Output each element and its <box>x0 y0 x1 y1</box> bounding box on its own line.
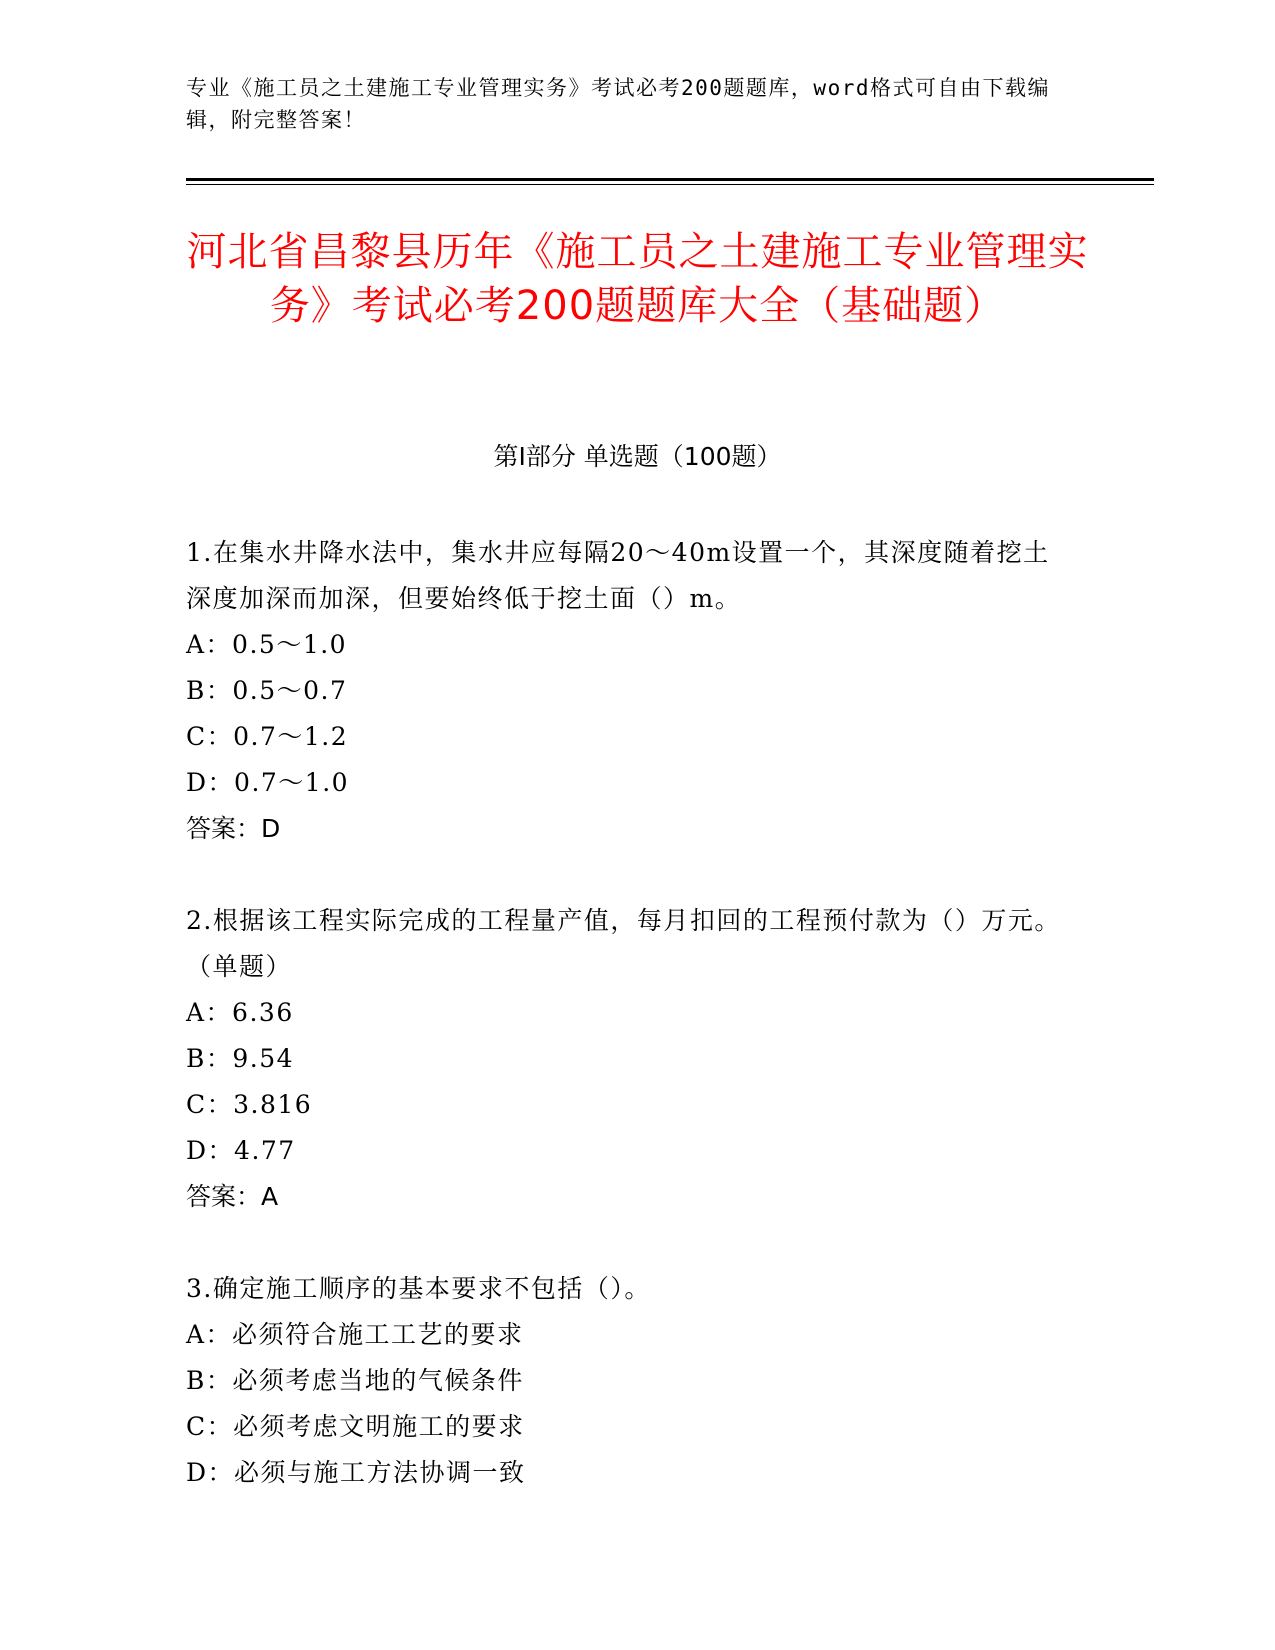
question-item <box>186 530 1066 852</box>
question-stem: 1.在集水井降水法中，集水井应每隔20～40m设置一个，其深度随着挖土深度加深而加深，但要始终低于挖土面（）m。 <box>186 538 1050 613</box>
answer-text: 答案：A <box>186 1182 279 1211</box>
option-c: C：必须考虑文明施工的要求 <box>186 1412 525 1441</box>
header-divider-thin <box>186 184 1154 185</box>
document-title: 河北省昌黎县历年《施工员之土建施工专业管理实务》考试必考200题题库大全（基础题） <box>186 229 1089 329</box>
header-note: 专业《施工员之土建施工专业管理实务》考试必考200题题库，word格式可自由下载编辑，附完整答案！ <box>186 76 1050 132</box>
question-list <box>186 530 1066 1542</box>
option-c: C：0.7～1.2 <box>186 722 349 751</box>
question-stem: 3.确定施工顺序的基本要求不包括（）。 <box>186 1274 651 1303</box>
question-item <box>186 1266 1066 1496</box>
option-c: C：3.816 <box>186 1090 313 1119</box>
option-b: B：必须考虑当地的气候条件 <box>186 1366 524 1395</box>
option-d: D：0.7～1.0 <box>186 768 350 797</box>
option-a: A：6.36 <box>186 998 294 1027</box>
option-d: D：4.77 <box>186 1136 296 1165</box>
question-item <box>186 898 1066 1220</box>
header-divider-thick <box>186 178 1154 181</box>
option-d: D：必须与施工方法协调一致 <box>186 1458 526 1487</box>
option-a: A：必须符合施工工艺的要求 <box>186 1320 524 1349</box>
option-b: B：0.5～0.7 <box>186 676 348 705</box>
option-a: A：0.5～1.0 <box>186 630 348 659</box>
section-title: 第Ⅰ部分 单选题（100题） <box>493 442 782 471</box>
answer-text: 答案：D <box>186 814 281 843</box>
question-stem: 2.根据该工程实际完成的工程量产值，每月扣回的工程预付款为（）万元。（单题） <box>186 906 1061 981</box>
option-b: B：9.54 <box>186 1044 295 1073</box>
